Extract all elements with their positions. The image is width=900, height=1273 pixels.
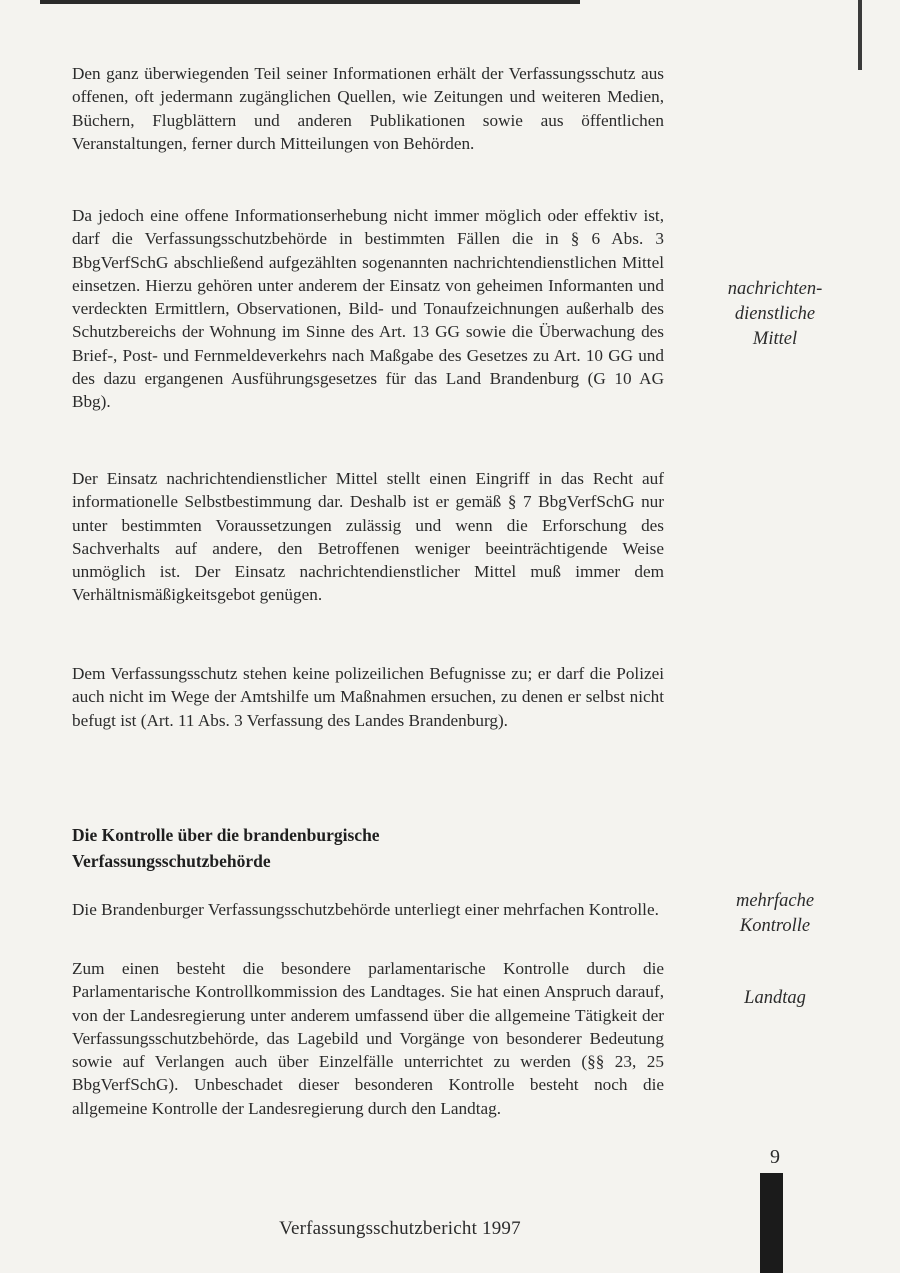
margin-note-mehrfache-kontrolle — [700, 889, 850, 939]
thumb-index-tab — [760, 1173, 783, 1273]
section-paragraph-1 — [72, 898, 664, 921]
section-heading-line-2: Verfassungsschutzbehörde — [72, 851, 271, 871]
top-rule — [40, 0, 580, 4]
section-paragraph-2-text: Zum einen besteht die besondere parlamentarische Kontrolle durch die Parlamentarische Kontrollkommission des Landtages. Sie hat einen Anspruch darauf, von der Landesregierung unter anderem umfassend über die allgemeine Tätigkeit der Verfassungsschutzbehörde, das Lagebild und Vorgänge von besonderer Bedeutung sowie auf Verlangen auch über Einzelfälle unterrichtet zu werden (§§ 23, 25 BbgVerfSchG). Unbeschadet dieser besonderen Kontrolle besteht noch die allgemeine Kontrolle der Landesregierung durch den Landtag. — [72, 959, 664, 1118]
paragraph-1-text: Den ganz überwiegenden Teil seiner Informationen erhält der Verfassungsschutz aus offenen, oft jedermann zugänglichen Quellen, wie Zeitungen und weiteren Medien, Büchern, Flugblättern und anderen Publikationen sowie aus öffentlichen Veranstaltungen, ferner durch Mitteilungen von Behörden. — [72, 64, 664, 153]
margin-note-2-line-1: mehrfache — [735, 891, 815, 911]
page-edge-mark — [858, 0, 862, 70]
paragraph-4 — [72, 662, 664, 732]
paragraph-2-text: Da jedoch eine offene Informationserhebung nicht immer möglich oder effektiv ist, darf die Verfassungsschutzbehörde in bestimmten Fällen die in § 6 Abs. 3 BbgVerfSchG abschließend aufgezählten sogenannten nachrichtendienstlichen Mittel einsetzen. Hierzu gehören unter anderem der Einsatz von geheimen Informanten und verdeckten Ermittlern, Observationen, Bild- und Tonaufzeichnungen außerhalb des Schutzbereichs der Wohnung im Sinne des Art. 13 GG sowie die Überwachung des Brief-, Post- und Fernmeldeverkehrs nach Maßgabe des Gesetzes zu Art. 10 GG und des dazu ergangenen Ausführungsgesetzes für das Land Brandenburg (G 10 AG Bbg). — [72, 206, 664, 412]
margin-note-nachrichtendienstliche-mittel — [700, 277, 850, 352]
margin-note-1-line-1: nachrichten- — [727, 279, 823, 299]
page-number: 9 — [770, 1146, 780, 1168]
paragraph-2 — [72, 204, 664, 414]
margin-note-2-line-2: Kontrolle — [739, 916, 811, 936]
paragraph-4-text: Dem Verfassungsschutz stehen keine polizeilichen Befugnisse zu; er darf die Polizei auch nicht im Wege der Amtshilfe um Maßnahmen ersuchen, zu denen er selbst nicht befugt ist (Art. 11 Abs. 3 Verfassung des Landes Brandenburg). — [72, 664, 664, 730]
section-paragraph-1-text: Die Brandenburger Verfassungsschutzbehörde unterliegt einer mehrfachen Kontrolle. — [72, 900, 659, 919]
margin-note-1-line-2: dienstliche — [734, 304, 816, 324]
section-paragraph-2 — [72, 957, 664, 1120]
section-heading — [72, 822, 664, 874]
margin-note-3-line-1: Landtag — [744, 988, 806, 1008]
paragraph-1 — [72, 62, 664, 155]
section-heading-line-1: Die Kontrolle über die brandenburgische — [72, 825, 380, 845]
paragraph-3 — [72, 467, 664, 607]
margin-note-landtag — [700, 986, 850, 1011]
paragraph-3-text: Der Einsatz nachrichtendienstlicher Mittel stellt einen Eingriff in das Recht auf informationelle Selbstbestimmung dar. Deshalb ist er gemäß § 7 BbgVerfSchG nur unter bestimmten Voraussetzungen zulässig und wenn die Erforschung des Sachverhalts auf andere, den Betroffenen weniger beeinträchtigende Weise unmöglich ist. Der Einsatz nachrichtendienstlicher Mittel muß immer dem Verhältnismäßigkeitsgebot genügen. — [72, 469, 664, 605]
page-footer: Verfassungsschutzbericht 1997 — [279, 1218, 521, 1239]
margin-note-1-line-3: Mittel — [752, 329, 798, 349]
